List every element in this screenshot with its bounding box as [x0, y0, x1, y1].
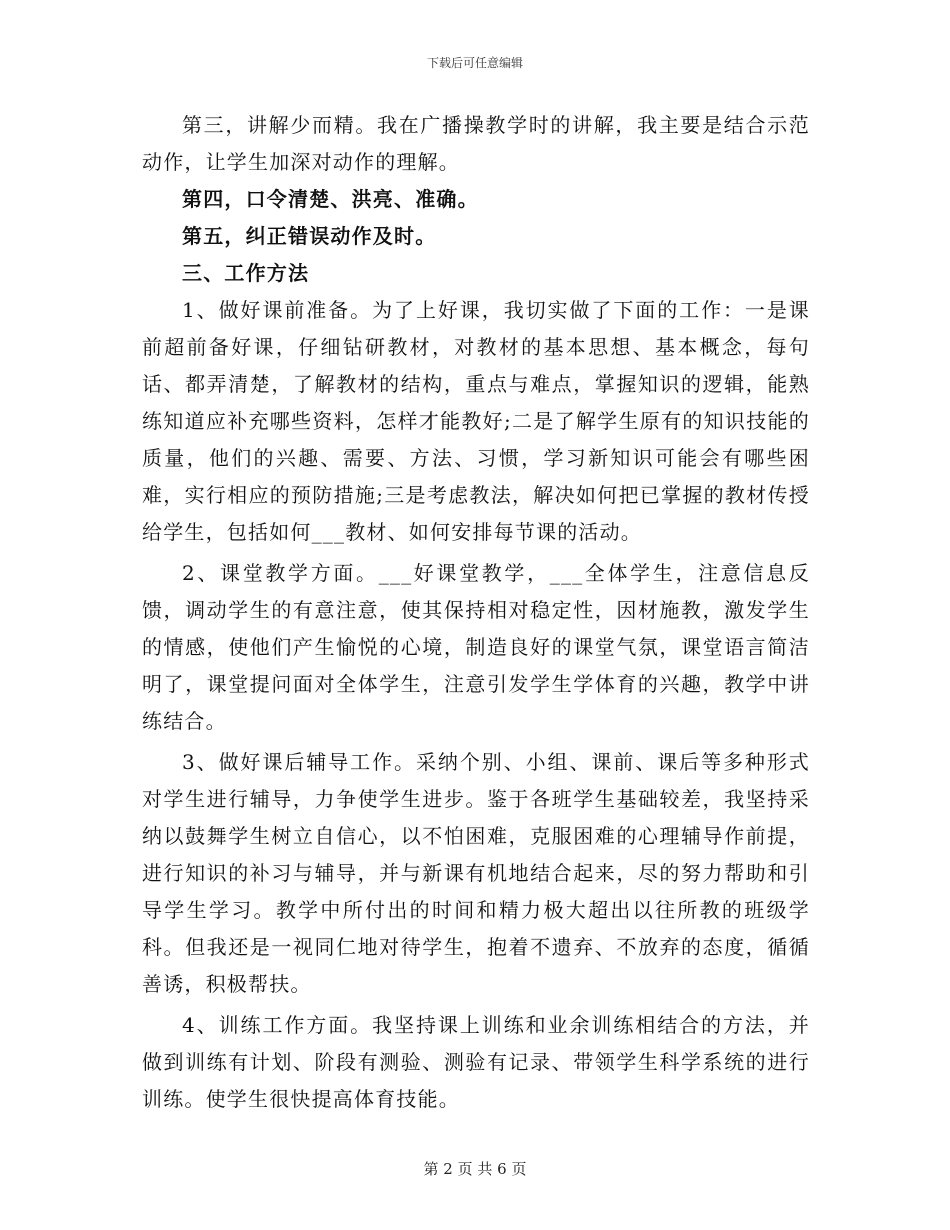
- paragraph-fourth-point: 第四，口令清楚、洪亮、准确。: [182, 187, 479, 211]
- paragraph-training-work: 4、训练工作方面。我坚持课上训练和业余训练相结合的方法，并做到训练有计划、阶段有测验、测验有记录、带领学生科学系统的进行训练。使学生很快提高体育技能。: [142, 1013, 810, 1111]
- document-body: [142, 107, 810, 1118]
- paragraph-after-class-tutoring: 3、做好课后辅导工作。采纳个别、小组、课前、课后等多种形式对学生进行辅导，力争使学生进步。鉴于各班学生基础较差，我坚持采纳以鼓舞学生树立自信心，以不怕困难，克服困难的心理辅导作前提，进行知识的补习与辅导，并与新课有机地结合起来，尽的努力帮助和引导学生学习。教学中所付出的时间和精力极大超出以往所教的班级学科。但我还是一视同仁地对待学生，抱着不遗弃、不放弃的态度，循循善诱，积极帮扶。: [142, 750, 810, 996]
- paragraph-fifth-point: 第五，纠正错误动作及时。: [182, 224, 437, 248]
- page-footer: 第 2 页 共 6 页: [423, 1160, 527, 1178]
- paragraph-third-point: 第三，讲解少而精。我在广播操教学时的讲解，我主要是结合示范动作，让学生加深对动作的理解。: [142, 113, 810, 174]
- paragraph-classroom-teaching: 2、课堂教学方面。___好课堂教学，___全体学生，注意信息反馈，调动学生的有意注意，使其保持相对稳定性，因材施教，激发学生的情感，使他们产生愉悦的心境，制造良好的课堂气氛，课堂语言简洁明了，课堂提问面对全体学生，注意引发学生学体育的兴趣，教学中讲练结合。: [142, 561, 810, 733]
- section-heading-work-methods: 三、工作方法: [182, 261, 310, 285]
- paragraph-prep-before-class: 1、做好课前准备。为了上好课，我切实做了下面的工作：一是课前超前备好课，仔细钻研教材，对教材的基本思想、基本概念，每句话、都弄清楚，了解教材的结构，重点与难点，掌握知识的逻辑，能熟练知道应补充哪些资料，怎样才能教好;二是了解学生原有的知识技能的质量，他们的兴趣、需要、方法、习惯，学习新知识可能会有哪些困难，实行相应的预防措施;三是考虑教法，解决如何把已掌握的教材传授给学生，包括如何___教材、如何安排每节课的活动。: [142, 298, 810, 544]
- page-header: 下载后可任意编辑: [426, 56, 523, 70]
